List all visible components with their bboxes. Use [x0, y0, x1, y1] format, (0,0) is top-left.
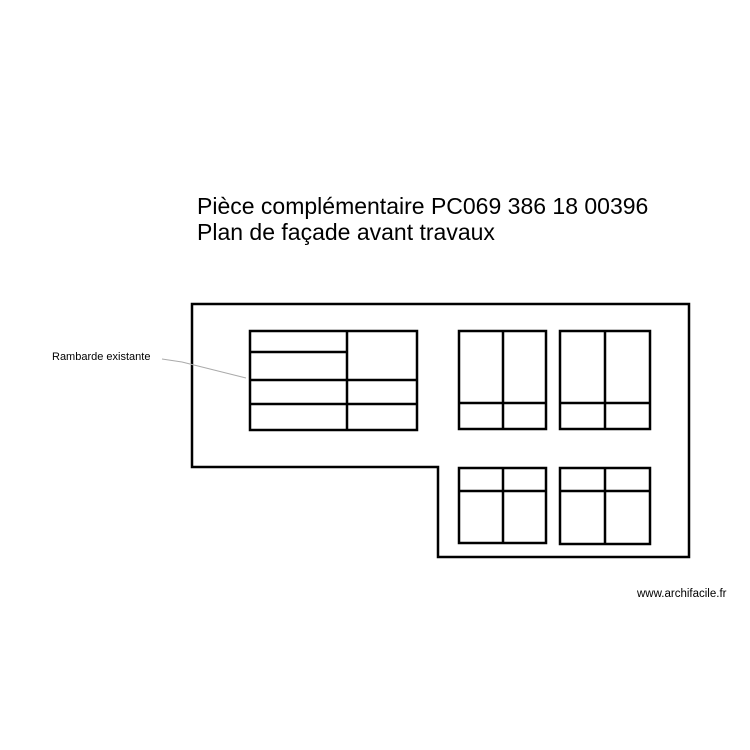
title-line-1: Pièce complémentaire PC069 386 18 00396 [197, 193, 649, 219]
annotation-leader [162, 359, 246, 378]
title-line-2: Plan de façade avant travaux [197, 219, 495, 245]
window-upper-2 [560, 331, 650, 429]
annotation-label: Rambarde existante [52, 351, 151, 363]
window-upper-1 [459, 331, 546, 429]
railing-existing [250, 331, 417, 430]
window-lower-1 [459, 468, 546, 543]
window-lower-2 [560, 468, 650, 544]
site-credit: www.archifacile.fr [637, 588, 727, 600]
